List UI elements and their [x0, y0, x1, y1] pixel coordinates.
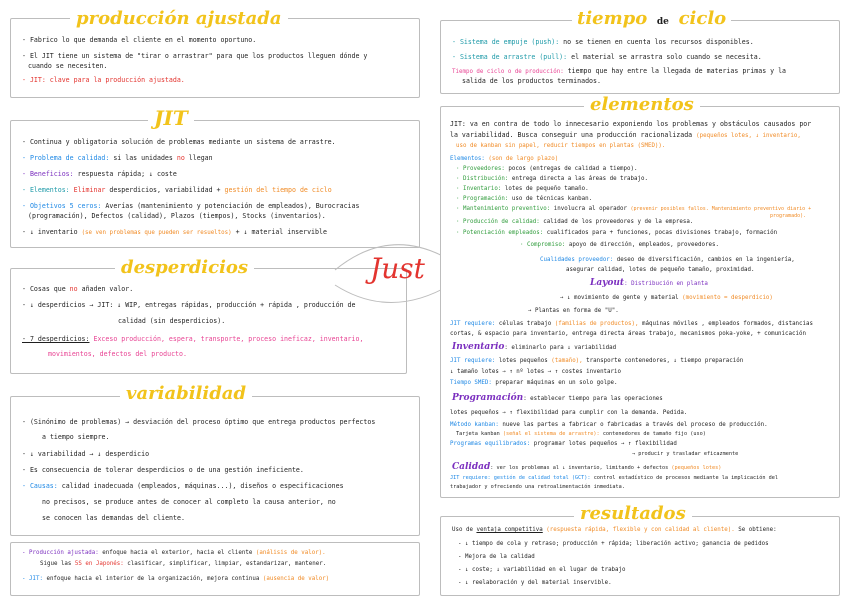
jit-line: - Continua y obligatoria solución de problemas mediante un sistema de arrastre.: [22, 138, 336, 146]
elementos-line: JIT: va en contra de todo lo innecesario exponiendo los problemas y obstáculos causados por: [450, 120, 812, 128]
elementos-line: · Compromiso: apoyo de dirección, empleados, proveedores.: [520, 242, 719, 248]
elementos-line: asegurar calidad, lotes de pequeño tamaño, proximidad.: [566, 267, 755, 273]
resultados-title: resultados: [574, 503, 692, 524]
center-title-just: Just: [370, 252, 425, 285]
variabilidad-line: - Causas: calidad inadecuada (empleados, máquinas...), diseños o especificaciones: [22, 482, 344, 490]
elementos-line: · Proveedores: pocos (entregas de calidad a tiempo).: [456, 166, 638, 172]
notes-line: - Producción ajustada: enfoque hacia el exterior, hacia el cliente (análisis de valor).: [22, 550, 326, 556]
elementos-title: elementos: [584, 94, 700, 115]
produccion-line: - El JIT tiene un sistema de "tirar o arrastrar" para que los productos lleguen dónde y: [22, 52, 368, 60]
inventario-line: ↓ tamaño lotes → ↑ nº lotes → ↑ costes inventario: [450, 369, 622, 375]
desperdicios-line: - ↓ desperdicios → JIT: ↓ WIP, entregas rápidas, producción + rápida , producción de: [22, 301, 356, 309]
variabilidad-line: a tiempo siempre.: [42, 433, 110, 441]
jit-line: - ↓ inventario (se ven problemas que pueden ser resueltos) + ↓ material inservible: [22, 228, 327, 236]
calidad-title: Calidad: ver los problemas al ↓ inventario, limitando + defectos (pequeños lotes): [452, 462, 722, 472]
variabilidad-title: variabilidad: [120, 383, 252, 404]
elementos-line: programado).: [770, 213, 807, 219]
jit-line: (programación), Defectos (calidad), Plazos (tiempos), Stocks (inventarios).: [28, 212, 326, 220]
programacion-title: Programación: establecer tiempo para las operaciones: [452, 393, 663, 403]
inventario-line: Tiempo SMED: preparar máquinas en un solo golpe.: [450, 380, 618, 386]
resultados-line: - Mejora de la calidad: [458, 554, 535, 560]
resultados-line: - ↓ coste; ↓ variabilidad en el lugar de trabajo: [458, 567, 626, 573]
tiempo-title: tiempo de ciclo: [572, 8, 731, 29]
programacion-line: lotes pequeños → ↑ flexibilidad para cumplir con la demanda. Pedida.: [450, 410, 688, 416]
resultados-line: Uso de ventaja competitiva (respuesta rápida, flexible y con calidad al cliente). Se obtiene:: [452, 527, 777, 533]
produccion-line: - Fabrico lo que demanda el cliente en el momento oportuno.: [22, 36, 257, 44]
elementos-line: · Producción de calidad: calidad de los proveedores y de la empresa.: [456, 219, 694, 225]
desperdicios-line: - Cosas que no añaden valor.: [22, 285, 134, 293]
jit-line: - Beneficios: respuesta rápida; ↓ coste: [22, 170, 177, 178]
desperdicios-line: movimientos, defectos del producto.: [48, 350, 187, 358]
jit-line: - Objetivos 5 ceros: Averías (mantenimiento y potenciación de empleados), Burocracias: [22, 202, 360, 210]
elementos-line: uso de kanban sin papel, reducir tiempos en plantas (SMED)).: [456, 143, 666, 149]
desperdicios-title: desperdicios: [115, 257, 254, 278]
tiempo-line: Tiempo de ciclo o de producción: tiempo que hay entre la llegada de materias primas y la: [452, 67, 787, 75]
programacion-line: Programas equilibrados: programar lotes pequeños → ↑ flexibilidad: [450, 441, 677, 447]
jit-line: - Problema de calidad: si las unidades no llegan: [22, 154, 213, 162]
elementos-line: Cualidades proveedor: deseo de diversificación, cambios en la ingeniería,: [540, 257, 795, 263]
variabilidad-line: no precisos, se produce antes de conocer al completo la causa anterior, no: [42, 498, 336, 506]
layout-line: → ↓ movimiento de gente y material (movimiento = desperdicio): [560, 295, 773, 301]
resultados-line: - ↓ tiempo de cola y retraso; producción + rápida; liberación activo; ganancia de pedidos: [458, 541, 769, 547]
layout-line: cortas, & espacio para inventario, entrega directa áreas trabajo, mecanismos poka-yoke, + comunicación: [450, 331, 806, 337]
programacion-line: Método kanban: nueve las partes a fabricar o fabricadas a través del proceso de producción.: [450, 422, 768, 428]
tiempo-line: - Sistema de arrastre (pull): el material se arrastra solo cuando se necesita.: [452, 53, 762, 61]
produccion-line: cuando se necesiten.: [28, 62, 108, 70]
calidad-line: trabajador y ofreciendo una retroalimentación inmediata.: [450, 484, 625, 490]
elementos-line: Elementos: (son de largo plazo): [450, 156, 559, 162]
variabilidad-line: - Es consecuencia de tolerar desperdicios o de una gestión ineficiente.: [22, 466, 304, 474]
variabilidad-line: - ↓ variabilidad → ↓ desperdicio: [22, 450, 150, 458]
programacion-line: Tarjeta kanban (señal el sistema de arrastre): contenedores de tamaño fijo (uso): [456, 431, 706, 437]
produccion-line: - JIT: clave para la producción ajustada.: [22, 76, 185, 84]
layout-title: Layout: Distribución en planta: [590, 278, 708, 288]
tiempo-line: salida de los productos terminados.: [462, 77, 601, 85]
variabilidad-line: - (Sinónimo de problemas) → desviación del proceso óptimo que entrega productos perfectos: [22, 418, 376, 426]
tiempo-line: - Sistema de empuje (push): no se tienen en cuenta los recursos disponibles.: [452, 38, 754, 46]
desperdicios-line: - 7 desperdicios: Exceso producción, espera, transporte, proceso ineficaz, inventario,: [22, 335, 364, 343]
jit-line: - Elementos: Eliminar desperdicios, variabilidad + gestión del tiempo de ciclo: [22, 186, 332, 194]
inventario-title: Inventario: eliminarlo para ↓ variabilidad: [452, 342, 617, 352]
elementos-line: · Inventario: lotes de pequeño tamaño.: [456, 186, 589, 192]
notes-line: - JIT: enfoque hacia el interior de la organización, mejora continua (ausencia de valor): [22, 576, 330, 582]
calidad-line: JIT requiere: gestión de calidad total (GCT): control estadístico de procesos mediante la implicación del: [450, 475, 778, 481]
layout-line: → Plantas en forma de "U".: [528, 308, 619, 314]
programacion-line: → producir y trasladar eficazmente: [632, 451, 739, 457]
jit-title: JIT: [148, 106, 194, 130]
elementos-line: · Programación: uso de técnicas kanban.: [456, 196, 593, 202]
layout-line: JIT requiere: células trabajo (familias de productos), máquinas móviles , empleados formados, distancias: [450, 321, 814, 327]
elementos-line: · Distribución: entrega directa a las áreas de trabajo.: [456, 176, 648, 182]
variabilidad-line: se conocen las demandas del cliente.: [42, 514, 185, 522]
elementos-line: · Potenciación empleados: cualificados para + funciones, pocas divisiones trabajo, formación: [456, 230, 778, 236]
desperdicios-line: calidad (sin desperdicios).: [118, 317, 226, 325]
notes-line: Sigue las 5S en Japonés: clasificar, simplificar, limpiar, estandarizar, mantener.: [40, 561, 327, 567]
elementos-line: la variabilidad. Busca conseguir una producción racionalizada (pequeños lotes, ↓ inventario,: [450, 131, 801, 139]
produccion-title: producción ajustada: [70, 8, 288, 29]
elementos-line: · Mantenimiento preventivo: involucra al operador (prevenir posibles fallos. Mantenimiento preventivo diario +: [456, 206, 812, 212]
resultados-line: - ↓ reelaboración y del material inservible.: [458, 580, 612, 586]
inventario-line: JIT requiere: lotes pequeños (tamaño), transporte contenedores, ↓ tiempo preparación: [450, 358, 744, 364]
